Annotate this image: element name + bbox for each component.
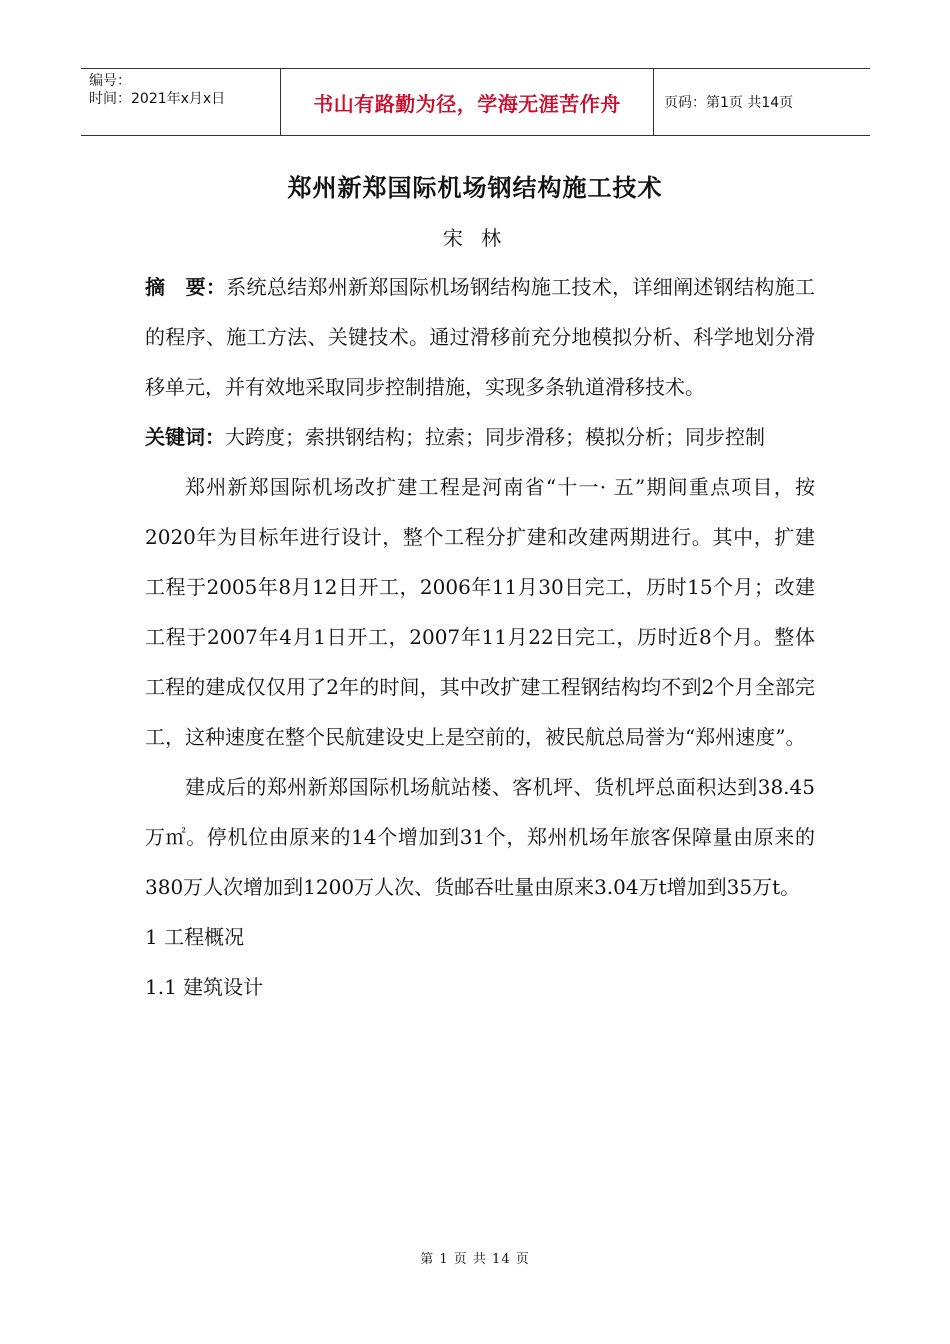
abstract-label: 摘 要：: [145, 275, 227, 299]
abstract-text: 系统总结郑州新郑国际机场钢结构施工技术，详细阐述钢结构施工的程序、施工方法、关键技术。通过滑移前充分地模拟分析、科学地划分滑移单元，并有效地采取同步控制措施，实现多条轨道滑移技术。: [145, 275, 815, 399]
number-label: 编号：: [89, 73, 131, 89]
keywords: [145, 412, 815, 462]
page-footer: 第 1 页 共 14 页: [420, 1252, 530, 1267]
document-title: 郑州新郑国际机场钢结构施工技术: [287, 174, 663, 202]
paragraph-2: 建成后的郑州新郑国际机场航站楼、客机坪、货机坪总面积达到38.45万㎡。停机位由原来的14个增加到31个，郑州机场年旅客保障量由原来的380万人次增加到1200万人次、货邮吞吐量由原来3.04万t增加到35万t。: [145, 775, 815, 899]
document-body: [145, 262, 815, 1012]
section-heading-1: 1 工程概况: [145, 925, 245, 949]
abstract: [145, 262, 815, 412]
keywords-label: 关键词：: [145, 425, 225, 449]
document-author: 宋 林: [442, 226, 508, 250]
keywords-text: 大跨度；索拱钢结构；拉索；同步滑移；模拟分析；同步控制: [225, 425, 765, 449]
paragraph-1: 郑州新郑国际机场改扩建工程是河南省“十一· 五”期间重点项目，按2020年为目标年进行设计，整个工程分扩建和改建两期进行。其中，扩建工程于2005年8月12日开工，2006年11月30日完工，历时15个月；改建工程于2007年4月1日开工，2007年11月22日完工，历时近8个月。整体工程的建成仅仅用了2年的时间，其中改扩建工程钢结构均不到2个月全部完工，这种速度在整个民航建设史上是空前的，被民航总局誉为“郑州速度”。: [145, 475, 815, 749]
time-label: 时间：2021年x月x日: [89, 91, 226, 107]
document-header: [81, 68, 870, 136]
header-motto: 书山有路勤为径，学海无涯苦作舟: [281, 69, 654, 135]
header-meta: [81, 69, 281, 135]
header-page-info: 页码：第1页 共14页: [664, 95, 794, 111]
section-heading-1-1: 1.1 建筑设计: [145, 975, 264, 999]
